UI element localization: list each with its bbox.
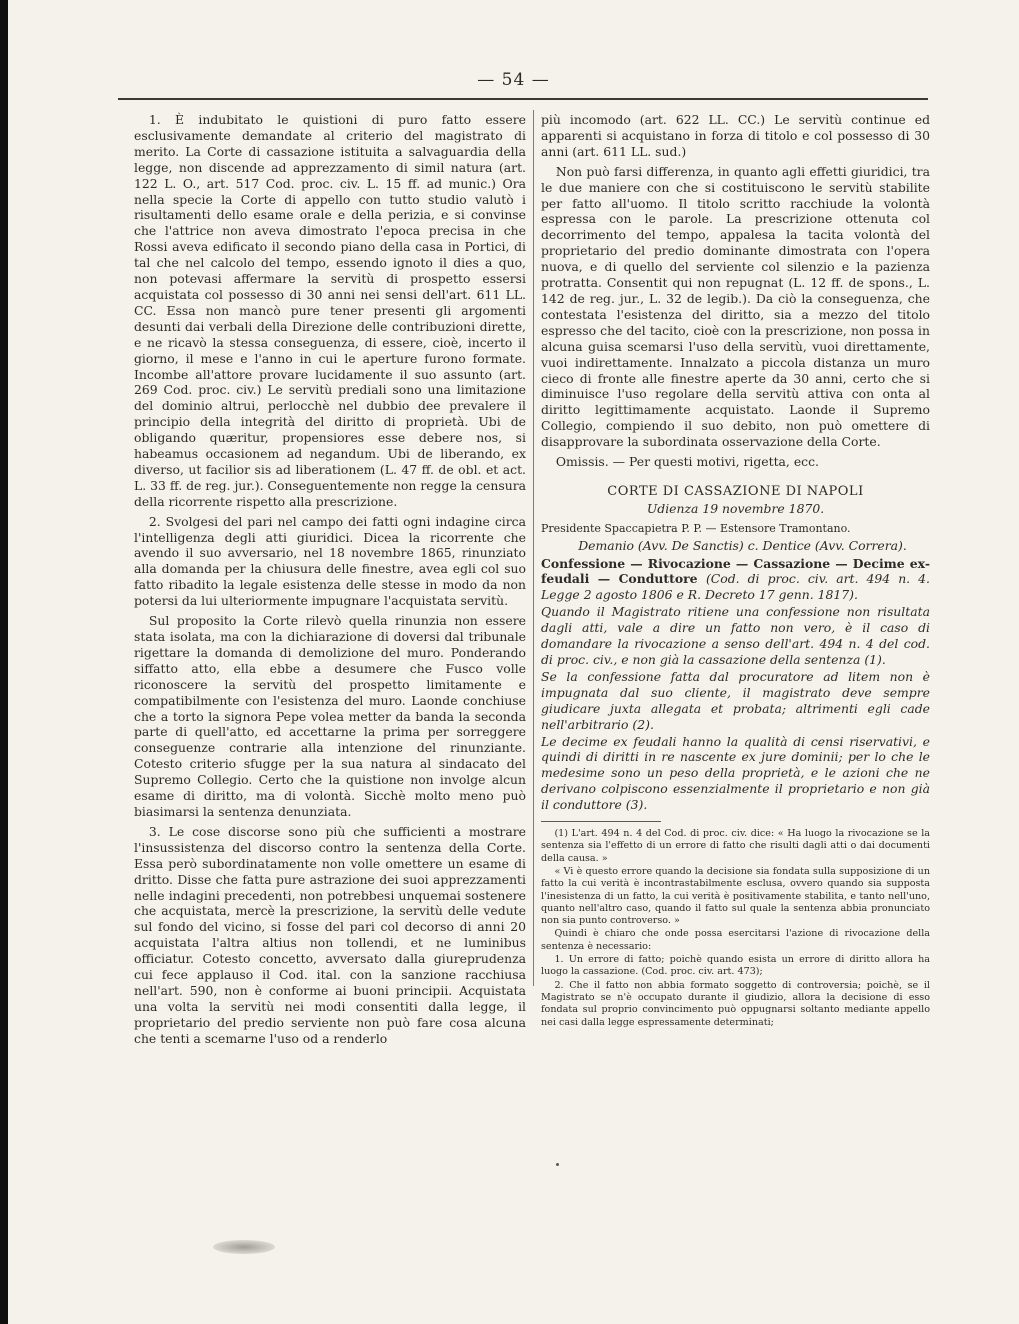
ink-smudge [213,1240,275,1254]
court-title: CORTE DI CASSAZIONE DI NAPOLI [607,483,864,499]
footnotes [541,828,930,1029]
footnote: 2. Che il fatto non abbia formato soggetto di controversia; poichè, se il Magistrato se n'è occupato durante il giudizio, allora la decisione di esso fondata sul proprio convincimento può oppugnarsi soltanto mediante appello nei casi dalla legge espressamente determinati; [541,979,930,1028]
page-number: — 54 — [477,70,550,90]
maxim: Se la confessione fatta dal procuratore ad litem non è impugnata dal suo cliente, il magistrato deve sempre giudicare juxta allegata et probata; altrimenti egli cade nell'arbitrario (2). [541,668,930,732]
subjects-references: (Cod. di proc. civ. art. 494 n. 4. Legge 2 agosto 1806 e R. Decreto 17 genn. 1817). [541,571,930,603]
paragraph: Non può farsi differenza, in quanto agli effetti giuridici, tra le due maniere con che si costituiscono le servitù stabilite per fatto all'uomo. Il titolo scritto racchiude la volontà espressa con le parole. La prescrizione ottenuta col decorrimento del tempo, appalesa la tacita volontà del proprietario del predio dominante dimostrata con l'opera nuova, e di quello del serviente col silenzio e la pazienza protratta. Consentit qui non repugnat (L. 12 ff. de spons., L. 142 de reg. jur., L. 32 de legib.). Da ciò la conseguenza, che contestata l'esistenza del diritto, sia a mezzo del titolo espresso che del tacito, cioè con la prescrizione, non possa in alcuna guisa scemarsi l'uso della servitù, vuoi direttamente, vuoi indirettamente. Innalzato a piccola distanza un muro cieco di fronte alle finestre aperte da 30 anni, certo che si diminuisce l'uso regolare della servitù attiva con onta al diritto legittimamente acquistato. Laonde il Supremo Collegio, compiendo il suo debito, non può omettere di disapprovare la subordinata osservazione della Corte. [541,163,930,450]
column-divider [533,110,534,986]
header-rule [118,98,928,100]
paragraph: 2. Svolgesi del pari nel campo dei fatti ogni indagine circa l'intelligenza degli atti giuridici. Dicea la ricorrente che avendo il suo avversario, nel 18 novembre 1865, rinunziato alla domanda per la chiusura delle finestre, avea egli col suo fatto ribadito la legale esistenza delle stesse in modo da non potersi da lui ulteriormente impugnare l'acquistata servitù. [134,513,526,609]
footnote: 1. Un errore di fatto; poichè quando esista un errore di diritto allora ha luogo la cassazione. (Cod. proc. civ. art. 473); [541,954,930,978]
right-column [541,112,930,1029]
ink-dot [556,1163,559,1166]
subjects-keywords: Confessione — Rivocazione — Cassazione — Decime ex-feudali — Conduttore [541,555,930,587]
maxim: Le decime ex feudali hanno la qualità di censi riservativi, e quindi di diritti in re nascente ex jure dominii; per lo che le medesime sono un peso della proprietà, e le azioni che ne derivano colpiscono essenzialmente il proprietario e non già il conduttore (3). [541,733,930,813]
parties-line: Demanio (Avv. De Sanctis) c. Dentice (Avv. Correra). [578,537,907,553]
paragraph: Omissis. — Per questi motivi, rigetta, ecc. [555,454,819,470]
footnote: « Vi è questo errore quando la decisione sia fondata sulla supposizione di un fatto la cui verità è incontrastabilmente esclusa, ovvero quando sia supposta l'inesistenza di un fatto, la cui verità è positivamente stabilita, e tanto nell'uno, quanto nell'altro caso, quando il fatto sul quale la sentenza abbia pronunciato non sia punto controverso. » [541,865,930,927]
footnote: Quindi è chiaro che onde possa esercitarsi l'azione di rivocazione della sentenza è necessario: [541,928,930,952]
paragraph: Sul proposito la Corte rilevò quella rinunzia non essere stata isolata, ma con la dichiarazione di doversi dal tribunale rigettare la domanda di demolizione del muro. Ponderando siffatto atto, ella ebbe a desumere che Fusco volle riconoscere la servitù del prospetto limitamente e compatibilmente con l'esistenza del muro. Laonde conchiuse che a torto la signora Pepe volea metter da banda la seconda parte di quell'atto, ed accettarne la prima per sorreggere conseguenze contrarie alla intenzione del rinunziante. Cotesto criterio sfugge per la sua natura al sindacato del Supremo Collegio. Certo che la quistione non involge alcun esame di diritto, ma di volontà. Sicchè molto meno può biasimarsi la sentenza denunziata. [134,613,526,819]
footnote-rule [541,821,661,822]
hearing-date: Udienza 19 novembre 1870. [646,500,825,516]
paragraph: 1. È indubitato le quistioni di puro fatto essere esclusivamente demandate al criterio del magistrato di merito. La Corte di cassazione istituita a salvaguardia della legge, non discende ad apprezzamento di simil natura (art. 122 L. O., art. 517 Cod. proc. civ. L. 15 ff. ad munic.) Ora nella specie la Corte di appello con tutto studio valutò i risultamenti dello esame orale e della perizia, e si convinse che l'attrice non aveva dimostrato l'epoca precisa in che Rossi aveva edificato il secondo piano della casa in Portici, di tal che nel calcolo del tempo, essendo ignoto il dies a quo, non potevasi affermare la servitù di prospetto essersi acquistata col possesso di 30 anni nei sensi dell'art. 611 LL. CC. Essa non mancò pure tener presenti gli argomenti desunti dai verbali della Direzione delle contribuzioni dirette, e ne ricavò la stessa conseguenza, di essere, cioè, incerto il giorno, il mese e l'anno in cui le aperture furono formate. Incombe all'attore provare lucidamente il suo assunto (art. 269 Cod. proc. civ.) Le servitù prediali sono una limitazione del dominio altrui, perlocchè nel dubbio dee prevalere il principio della integrità del diritto di proprietà. Ubi de obligando quæritur, propensiores esse debere nos, si habeamus occasionem ad negandum. Ubi de liberando, ex diverso, ut facilior sis ad liberationem (L. 47 ff. de obl. et act. L. 33 ff. de reg. jur.). Conseguentemente non regge la censura della ricorrente rispetto alla prescrizione. [134,112,526,509]
left-column [134,112,526,1047]
presidents-line: Presidente Spaccapietra P. P. — Estensore Tramontano. [541,521,851,535]
paragraph: 3. Le cose discorse sono più che sufficienti a mostrare l'insussistenza del discorso contro la sentenza della Corte. Essa però subordinatamente non volle omettere un esame di dritto. Disse che fatta pure astrazione dei suoi apprezzamenti nelle indagini precedenti, non potrebbesi unquemai sostenere che acquistata, mercè la prescrizione, la servitù delle vedute sul fondo del vicino, si fosse del pari col decorso di anni 20 acquistata l'altra altius non tollendi, et ne luminibus officiatur. Cotesto concetto, avversato dalla giureprudenza cui fece applauso il Cod. ital. con la sanzione racchiusa nell'art. 590, non è conforme ai buoni principii. Acquistata una volta la servitù nei modi consentiti dalla legge, il proprietario del predio serviente non può fare cosa alcuna che tenti a scemarne l'uso od a renderlo [134,823,526,1046]
footnote: (1) L'art. 494 n. 4 del Cod. di proc. civ. dice: « Ha luogo la rivocazione se la sentenza sia l'effetto di un errore di fatto che risulti dagli atti o dai documenti della causa. » [541,828,930,864]
paragraph: più incomodo (art. 622 LL. CC.) Le servitù continue ed apparenti si acquistano in forza di titolo e col possesso di 30 anni (art. 611 LL. sud.) [541,112,930,159]
maxim: Quando il Magistrato ritiene una confessione non risultata dagli atti, vale a dire un fatto non vero, è il caso di domandare la rivocazione a senso dell'art. 494 n. 4 del cod. di proc. civ., e non già la cassazione della sentenza (1). [541,604,930,667]
subjects-line [541,556,930,604]
